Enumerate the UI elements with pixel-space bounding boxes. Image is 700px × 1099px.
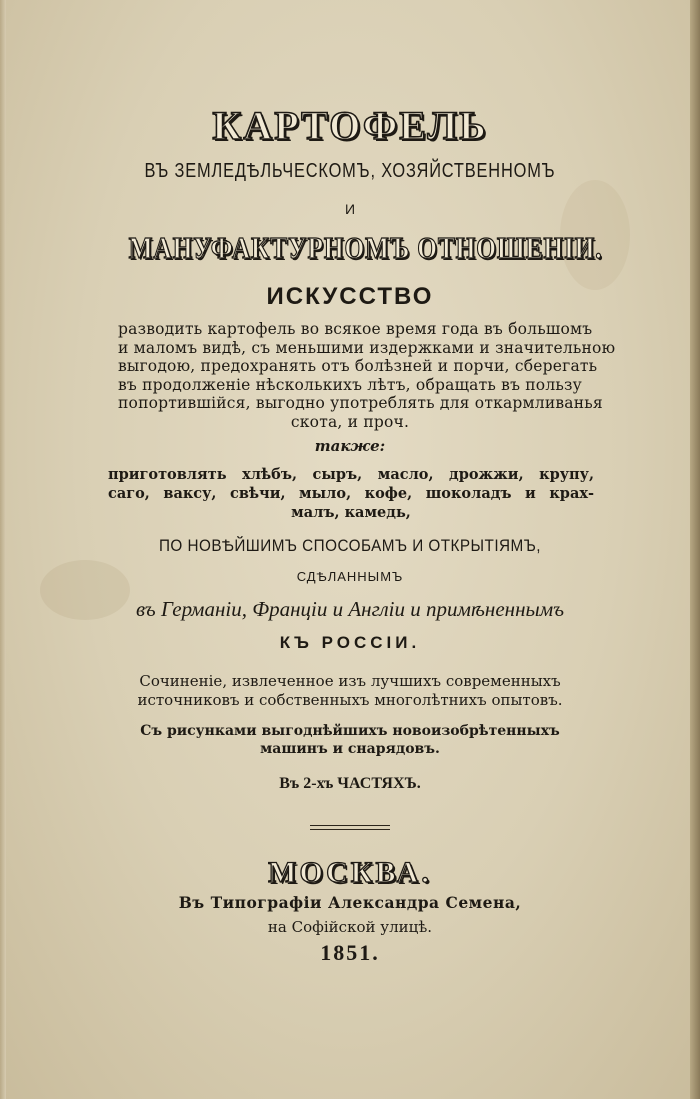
book-title-second-line: МАНУФАКТУРНОМЪ ОТНОШЕНІИ. <box>128 230 603 265</box>
city-imprint: МОСКВА. <box>268 856 432 889</box>
divider-rule <box>310 825 390 830</box>
paragraph-line: попортившійся, выгодно употреблять для откармливанья <box>118 394 603 413</box>
made-label: СДѢЛАННЫМЪ <box>296 569 404 584</box>
paragraph-line: источниковъ и собственныхъ многолѣтнихъ опытовъ. <box>137 691 563 709</box>
paragraph-line: и маломъ видѣ, съ меньшими издержками и значительною <box>118 338 616 357</box>
subtitle-line: ВЪ ЗЕМЛЕДѢЛЬЧЕСКОМЪ, ХОЗЯЙСТВЕННОМЪ <box>144 160 556 182</box>
paragraph-line: въ продолженіе нѣсколькихъ лѣтъ, обращать въ пользу <box>118 375 582 394</box>
illustrations-note <box>118 722 582 758</box>
street-imprint: на Софійской улицѣ. <box>267 918 433 936</box>
paragraph-line: приготовлять хлѣбъ, сыръ, масло, дрожжи, крупу, <box>108 466 594 483</box>
paragraph-line: Сочиненіе, извлеченное изъ лучшихъ современныхъ <box>139 672 561 690</box>
paragraph-line: Съ рисунками выгоднѣйшихъ новоизобрѣтенныхъ <box>140 723 560 739</box>
page-edge-left <box>0 0 6 1099</box>
paragraph-line: саго, ваксу, свѣчи, мыло, кофе, шоколадъ и крах- <box>108 485 594 502</box>
press-imprint: Въ Типографіи Александра Семена, <box>178 893 522 912</box>
also-label: также: <box>314 437 386 455</box>
description-paragraph <box>118 320 616 432</box>
work-description <box>124 672 576 710</box>
page-edge-right <box>690 0 700 1099</box>
products-paragraph <box>108 465 594 522</box>
newest-methods-line: ПО НОВѢЙШИМЪ СПОСОБАМЪ И ОТКРЫТІЯМЪ, <box>158 536 542 555</box>
conjunction: И <box>344 201 356 217</box>
countries-line: въ Германіи, Франціи и Англіи и примѣненнымъ <box>135 597 565 621</box>
paragraph-line: разводить картофель во всякое время года въ большомъ <box>118 320 593 338</box>
to-russia-line: КЪ РОССІИ. <box>279 633 421 652</box>
book-title: КАРТОФЕЛЬ <box>212 103 488 148</box>
paragraph-line: выгодою, предохранять отъ болѣзней и порчи, сберегать <box>118 357 598 376</box>
paragraph-line: скота, и проч. <box>290 412 410 431</box>
paragraph-line: малъ, камедь, <box>291 504 411 521</box>
publication-year: 1851. <box>320 940 380 965</box>
parts-label: Въ 2-хъ ЧАСТЯХЪ. <box>279 775 421 792</box>
paragraph-line: машинъ и снарядовъ. <box>260 741 440 757</box>
art-heading: ИСКУССТВО <box>266 283 434 310</box>
